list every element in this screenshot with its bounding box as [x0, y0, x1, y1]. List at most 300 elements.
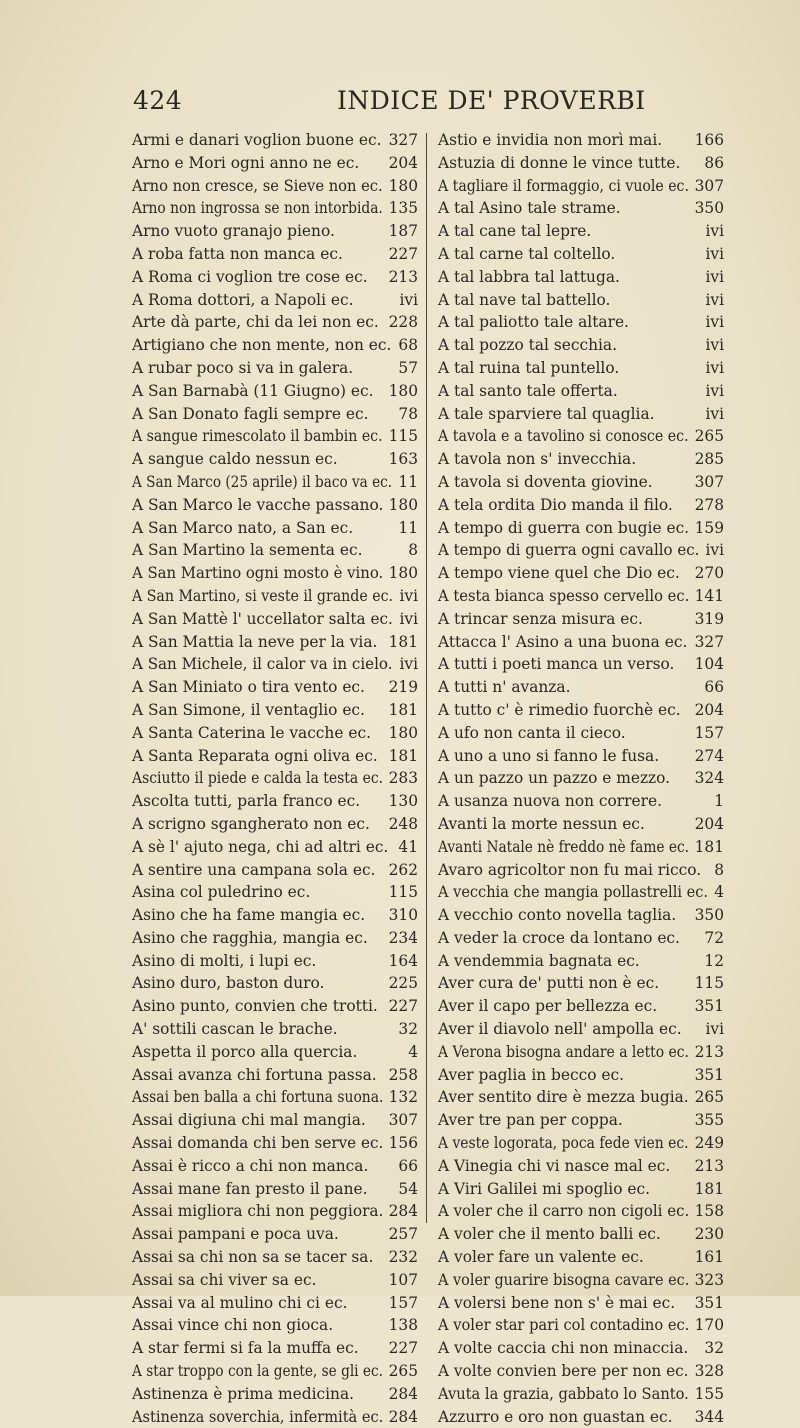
proverb-text: A scrigno sgangherato non ec. — [132, 814, 370, 833]
index-entry — [132, 722, 418, 745]
index-entry — [132, 266, 418, 289]
page-reference: 232 — [388, 1248, 418, 1267]
proverb-text: Armi e danari voglion buone ec. — [132, 131, 382, 149]
page-reference: ivi — [705, 1020, 724, 1039]
proverb-text: A tal nave tal battello. — [438, 290, 611, 309]
running-title: INDICE DE' PROVERBI — [337, 86, 646, 115]
proverb-text: A veder la croce da lontano ec. — [438, 928, 680, 947]
proverb-text: A veste logorata, poca fede vien ec. — [438, 1134, 689, 1153]
index-entry — [438, 539, 724, 562]
page-number: 424 — [133, 86, 183, 115]
proverb-text: A usanza nuova non correre. — [438, 792, 662, 811]
proverb-text: A tavola non s' invecchia. — [438, 450, 637, 469]
index-entry — [438, 653, 724, 676]
page-reference: 4 — [408, 1042, 418, 1061]
index-entry — [132, 494, 418, 517]
proverb-text: Assai digiuna chi mal mangia. — [132, 1111, 366, 1130]
page-reference: ivi — [705, 244, 724, 263]
index-entry — [132, 175, 418, 198]
index-entry — [132, 1132, 418, 1155]
page-reference: 138 — [388, 1316, 418, 1335]
index-entry — [132, 380, 418, 403]
proverb-text: A uno a uno si fanno le fusa. — [438, 746, 660, 765]
index-entry — [132, 995, 418, 1018]
proverb-text: Asino punto, convien che trotti. — [132, 997, 378, 1016]
column-divider — [426, 133, 427, 1223]
page-reference: 204 — [694, 700, 724, 719]
page-reference: 319 — [694, 609, 724, 628]
page-reference: 227 — [388, 1339, 418, 1358]
page-reference: 141 — [694, 586, 724, 605]
page-reference: 156 — [388, 1134, 418, 1153]
page-reference: 164 — [388, 951, 418, 970]
page-reference: 284 — [388, 1407, 418, 1426]
index-entry — [438, 585, 724, 608]
index-entry — [132, 859, 418, 882]
page-reference: 115 — [388, 883, 418, 902]
page-reference: 351 — [694, 997, 724, 1016]
proverb-text: Aver il diavolo nell' ampolla ec. — [438, 1020, 682, 1039]
page-reference: 204 — [694, 814, 724, 833]
page-reference: 11 — [398, 472, 418, 491]
index-entry — [438, 1314, 724, 1337]
page-reference: 328 — [694, 1362, 724, 1381]
page-reference: ivi — [705, 267, 724, 286]
proverb-text: A tutti n' avanza. — [438, 678, 571, 697]
index-entry — [438, 562, 724, 585]
proverb-text: A tal labbra tal lattuga. — [438, 267, 620, 286]
page-reference: 12 — [704, 951, 724, 970]
proverb-text: A sentire una campana sola ec. — [132, 860, 376, 879]
index-entry — [132, 585, 418, 608]
proverb-text: A tale sparviere tal quaglia. — [438, 404, 655, 423]
page-reference: 163 — [388, 450, 418, 469]
page-reference: ivi — [705, 541, 724, 560]
proverb-text: A Roma ci voglion tre cose ec. — [132, 267, 368, 286]
proverb-text: A tal pozzo tal secchia. — [438, 336, 617, 355]
proverb-text: Arte dà parte, chi da lei non ec. — [132, 313, 379, 332]
index-entry — [438, 1041, 724, 1064]
index-entry — [132, 403, 418, 426]
page-reference: 187 — [388, 222, 418, 241]
proverb-text: Assai sa chi non sa se tacer sa. — [132, 1248, 374, 1267]
left-column — [132, 129, 418, 1428]
index-entry — [132, 631, 418, 654]
proverb-text: A San Martino, si veste il grande ec. — [132, 586, 393, 605]
page-reference: 307 — [694, 472, 724, 491]
page-reference: 265 — [388, 1362, 418, 1381]
index-entry — [438, 1246, 724, 1269]
proverb-text: A trincar senza misura ec. — [438, 609, 643, 628]
proverb-text: A tempo viene quel che Dio ec. — [438, 564, 680, 583]
index-entry — [132, 950, 418, 973]
page-reference: 54 — [398, 1179, 418, 1198]
proverb-text: Aver il capo per bellezza ec. — [438, 997, 658, 1016]
proverb-text: A tal Asino tale strame. — [438, 199, 621, 218]
proverb-text: A Santa Reparata ogni oliva ec. — [132, 746, 378, 765]
proverb-text: A voler guarire bisogna cavare ec. — [438, 1270, 690, 1289]
page-reference: 8 — [714, 860, 724, 879]
index-entry — [438, 904, 724, 927]
proverb-text: A San Marco nato, a San ec. — [132, 518, 354, 537]
proverb-text: A tal paliotto tale altare. — [438, 313, 629, 332]
proverb-text: A San Marco le vacche passano. — [132, 495, 384, 514]
page-reference: 355 — [694, 1111, 724, 1130]
page-reference: 265 — [694, 1088, 724, 1107]
page-reference: ivi — [705, 222, 724, 241]
index-entry — [438, 425, 724, 448]
page-reference: 258 — [388, 1065, 418, 1084]
proverb-text: A sangue rimescolato il bambin ec. — [132, 427, 383, 446]
proverb-text: A tavola e a tavolino si conosce ec. — [438, 427, 689, 446]
index-entry — [132, 243, 418, 266]
page-reference: 66 — [704, 678, 724, 697]
index-entry — [132, 334, 418, 357]
page-reference: 11 — [398, 518, 418, 537]
page-reference: 66 — [398, 1156, 418, 1175]
proverb-text: A San Marco (25 aprile) il baco va ec. — [132, 472, 393, 491]
page-reference: 350 — [694, 906, 724, 925]
page-reference: ivi — [705, 290, 724, 309]
page-reference: 274 — [694, 746, 724, 765]
page-reference: 351 — [694, 1293, 724, 1312]
proverb-text: A Verona bisogna andare a letto ec. — [438, 1042, 689, 1061]
page-reference: 262 — [388, 860, 418, 879]
index-entry — [132, 425, 418, 448]
proverb-text: A testa bianca spesso cervello ec. — [438, 586, 690, 605]
index-entry — [132, 972, 418, 995]
page-reference: 249 — [694, 1134, 724, 1153]
page-reference: 219 — [388, 678, 418, 697]
page-reference: 86 — [704, 153, 724, 172]
page-reference: 132 — [388, 1088, 418, 1107]
index-entry — [438, 1269, 724, 1292]
index-entry — [132, 676, 418, 699]
proverb-text: Aver cura de' putti non è ec. — [438, 974, 660, 993]
proverb-text: A sangue caldo nessun ec. — [132, 450, 338, 469]
page-reference: 115 — [694, 974, 724, 993]
proverb-text: Astio e invidia non morì mai. — [438, 131, 663, 149]
proverb-text: Avaro agricoltor non fu mai ricco. — [438, 860, 702, 879]
page-reference: 78 — [398, 404, 418, 423]
index-entry — [438, 813, 724, 836]
page-reference: 158 — [694, 1202, 724, 1221]
proverb-text: Assai migliora chi non peggiora. — [132, 1202, 384, 1221]
proverb-text: Astuzia di donne le vince tutte. — [438, 153, 681, 172]
page-reference: 166 — [694, 131, 724, 149]
index-entry — [132, 1314, 418, 1337]
page-reference: 157 — [388, 1293, 418, 1312]
index-entry — [132, 836, 418, 859]
page-reference: 344 — [694, 1407, 724, 1426]
index-entry — [132, 813, 418, 836]
index-entry — [132, 1064, 418, 1087]
proverb-text: A volte convien bere per non ec. — [438, 1362, 689, 1381]
proverb-text: Ascolta tutti, parla franco ec. — [132, 792, 361, 811]
index-entry — [132, 1109, 418, 1132]
index-entry — [438, 380, 724, 403]
page-reference: 181 — [694, 1179, 724, 1198]
page-reference: ivi — [705, 381, 724, 400]
proverb-text: Asino di molti, i lupi ec. — [132, 951, 317, 970]
index-entry — [438, 243, 724, 266]
index-entry — [132, 608, 418, 631]
page-reference: ivi — [705, 358, 724, 377]
proverb-text: A star fermi si fa la muffa ec. — [132, 1339, 359, 1358]
page-reference: 323 — [694, 1270, 724, 1289]
page-reference: 350 — [694, 199, 724, 218]
proverb-text: Assai ben balla a chi fortuna suona. — [132, 1088, 384, 1107]
page-reference: 213 — [694, 1156, 724, 1175]
index-entry — [438, 631, 724, 654]
page-reference: 285 — [694, 450, 724, 469]
index-entry — [438, 699, 724, 722]
index-entry — [438, 722, 724, 745]
index-entry — [132, 220, 418, 243]
page-reference: 68 — [398, 336, 418, 355]
page-reference: 324 — [694, 769, 724, 788]
index-entry — [438, 494, 724, 517]
index-entry — [438, 972, 724, 995]
index-entry — [438, 950, 724, 973]
page-reference: 225 — [388, 974, 418, 993]
index-entry — [438, 881, 724, 904]
proverb-text: A sè l' ajuto nega, chi ad altri ec. — [132, 837, 389, 856]
proverb-text: Asino che ragghia, mangia ec. — [132, 928, 368, 947]
page-reference: 180 — [388, 176, 418, 195]
page-reference: 327 — [694, 632, 724, 651]
index-entry — [132, 1223, 418, 1246]
page-reference: 230 — [694, 1225, 724, 1244]
index-entry — [132, 881, 418, 904]
index-entry — [438, 927, 724, 950]
page-reference: ivi — [705, 336, 724, 355]
proverb-text: Assai domanda chi ben serve ec. — [132, 1134, 384, 1153]
proverb-text: A un pazzo un pazzo e mezzo. — [438, 769, 671, 788]
proverb-text: Avuta la grazia, gabbato lo Santo. — [438, 1384, 689, 1403]
page-reference: 234 — [388, 928, 418, 947]
index-entry — [132, 699, 418, 722]
index-entry — [132, 197, 418, 220]
page-reference: 157 — [694, 723, 724, 742]
index-entry — [132, 1086, 418, 1109]
index-entry — [438, 1132, 724, 1155]
proverb-text: Assai è ricco a chi non manca. — [132, 1156, 369, 1175]
page-reference: 310 — [388, 906, 418, 925]
proverb-text: Asina col puledrino ec. — [132, 883, 311, 902]
proverb-text: A San Mattè l' uccellator salta ec. — [132, 609, 393, 628]
index-entry — [132, 1406, 418, 1428]
index-entry — [132, 790, 418, 813]
proverb-text: A Santa Caterina le vacche ec. — [132, 723, 371, 742]
index-entry — [438, 129, 724, 152]
proverb-text: A star troppo con la gente, se gli ec. — [132, 1362, 383, 1381]
proverb-text: Avanti la morte nessun ec. — [438, 814, 645, 833]
proverb-text: A San Donato fagli sempre ec. — [132, 404, 369, 423]
page-reference: ivi — [705, 313, 724, 332]
proverb-text: Aspetta il porco alla quercia. — [132, 1042, 358, 1061]
proverb-text: Arno e Mori ogni anno ne ec. — [132, 153, 360, 172]
proverb-text: Asciutto il piede e calda la testa ec. — [132, 769, 384, 788]
proverb-text: Astinenza è prima medicina. — [132, 1384, 355, 1403]
page-reference: 307 — [694, 176, 724, 195]
index-entry — [438, 767, 724, 790]
index-entry — [132, 767, 418, 790]
index-entry — [132, 1360, 418, 1383]
proverb-text: A rubar poco si va in galera. — [132, 358, 354, 377]
page-reference: 155 — [694, 1384, 724, 1403]
page-reference: ivi — [399, 655, 418, 674]
proverb-text: A tal cane tal lepre. — [438, 222, 592, 241]
page-reference: ivi — [399, 609, 418, 628]
page-reference: 181 — [388, 632, 418, 651]
index-entry — [438, 357, 724, 380]
proverb-text: A voler che il mento balli ec. — [438, 1225, 661, 1244]
page-reference: 8 — [408, 541, 418, 560]
proverb-text: Assai sa chi viver sa ec. — [132, 1270, 317, 1289]
index-entry — [438, 745, 724, 768]
page-reference: 228 — [388, 313, 418, 332]
index-entry — [132, 1200, 418, 1223]
page-reference: 227 — [388, 997, 418, 1016]
page-reference: 327 — [388, 131, 418, 149]
proverb-text: A tutti i poeti manca un verso. — [438, 655, 675, 674]
index-entry — [438, 448, 724, 471]
page-reference: 278 — [694, 495, 724, 514]
page-reference: 115 — [388, 427, 418, 446]
page-reference: 4 — [714, 883, 724, 902]
index-entry — [438, 175, 724, 198]
index-entry — [438, 1223, 724, 1246]
index-entry — [438, 471, 724, 494]
index-entry — [132, 448, 418, 471]
page-reference: 227 — [388, 244, 418, 263]
page-reference: 32 — [704, 1339, 724, 1358]
proverb-text: A San Martino la sementa ec. — [132, 541, 363, 560]
page-reference: 104 — [694, 655, 724, 674]
page-reference: 180 — [388, 381, 418, 400]
index-entry — [132, 357, 418, 380]
page-reference: 213 — [388, 267, 418, 286]
page-reference: ivi — [399, 586, 418, 605]
proverb-text: Aver sentito dire è mezza bugia. — [438, 1088, 689, 1107]
proverb-text: A ufo non canta il cieco. — [438, 723, 626, 742]
proverb-text: A tutto c' è rimedio fuorchè ec. — [438, 700, 681, 719]
index-entry — [438, 1383, 724, 1406]
index-entry — [438, 311, 724, 334]
page-header — [133, 86, 693, 120]
proverb-text: A tela ordita Dio manda il filo. — [438, 495, 673, 514]
proverb-text: A tal ruina tal puntello. — [438, 358, 620, 377]
proverb-text: A tal santo tale offerta. — [438, 381, 618, 400]
index-entry — [438, 608, 724, 631]
page-reference: 130 — [388, 792, 418, 811]
page-reference: 107 — [388, 1270, 418, 1289]
proverb-text: Assai vince chi non gioca. — [132, 1316, 334, 1335]
index-entry — [438, 1406, 724, 1428]
index-entry — [132, 1337, 418, 1360]
right-column — [438, 129, 724, 1428]
index-entry — [438, 1018, 724, 1041]
index-entry — [132, 539, 418, 562]
page-reference: 57 — [398, 358, 418, 377]
index-entry — [438, 1178, 724, 1201]
proverb-text: Arno non ingrossa se non intorbida. — [132, 199, 383, 218]
proverb-text: Assai mane fan presto il pane. — [132, 1179, 368, 1198]
proverb-text: A voler star pari col contadino ec. — [438, 1316, 690, 1335]
index-entry — [132, 1292, 418, 1315]
index-entry — [132, 1178, 418, 1201]
proverb-text: Arno vuoto granajo pieno. — [132, 222, 335, 241]
proverb-text: Assai va al mulino chi ci ec. — [132, 1293, 348, 1312]
proverb-text: Asino che ha fame mangia ec. — [132, 906, 366, 925]
page-reference: 265 — [694, 427, 724, 446]
proverb-text: Avanti Natale nè freddo nè fame ec. — [438, 837, 690, 856]
proverb-text: Asino duro, baston duro. — [132, 974, 325, 993]
page-reference: 284 — [388, 1384, 418, 1403]
index-entry — [438, 859, 724, 882]
page-reference: ivi — [705, 404, 724, 423]
proverb-text: A San Simone, il ventaglio ec. — [132, 700, 365, 719]
index-entry — [438, 1109, 724, 1132]
index-entry — [132, 1041, 418, 1064]
index-entry — [438, 1360, 724, 1383]
index-entry — [438, 995, 724, 1018]
index-entry — [438, 266, 724, 289]
proverb-text: Azzurro e oro non guastan ec. — [438, 1407, 673, 1426]
index-entry — [132, 1246, 418, 1269]
proverb-text: A volte caccia chi non minaccia. — [438, 1339, 689, 1358]
index-entry — [438, 676, 724, 699]
page-reference: 1 — [714, 792, 724, 811]
page-reference: 180 — [388, 723, 418, 742]
proverb-text: Assai pampani e poca uva. — [132, 1225, 339, 1244]
proverb-text: A San Martino ogni mosto è vino. — [132, 564, 384, 583]
index-entry — [438, 334, 724, 357]
proverb-text: A vecchia che mangia pollastrelli ec. — [438, 883, 708, 902]
proverb-text: Astinenza soverchia, infermità ec. — [132, 1407, 384, 1426]
page-reference: 181 — [388, 746, 418, 765]
page-reference: 159 — [694, 518, 724, 537]
proverb-text: Aver paglia in becco ec. — [438, 1065, 625, 1084]
index-entry — [132, 927, 418, 950]
proverb-text: A vecchio conto novella taglia. — [438, 906, 677, 925]
proverb-text: A San Michele, il calor va in cielo. — [132, 655, 393, 674]
proverb-text: A tempo di guerra ogni cavallo ec. — [438, 541, 700, 560]
page-reference: 257 — [388, 1225, 418, 1244]
proverb-text: A San Barnabà (11 Giugno) ec. — [132, 381, 374, 400]
index-entry — [438, 220, 724, 243]
index-entry — [438, 1200, 724, 1223]
proverb-text: A vendemmia bagnata ec. — [438, 951, 640, 970]
index-entry — [132, 653, 418, 676]
page-reference: 170 — [694, 1316, 724, 1335]
index-entry — [132, 289, 418, 312]
proverb-text: Assai avanza chi fortuna passa. — [132, 1065, 377, 1084]
index-entry — [438, 1064, 724, 1087]
page-reference: 204 — [388, 153, 418, 172]
page-reference: ivi — [399, 290, 418, 309]
page-reference: 72 — [704, 928, 724, 947]
index-entry — [132, 129, 418, 152]
index-entry — [132, 311, 418, 334]
page-reference: 213 — [694, 1042, 724, 1061]
proverb-text: A voler che il carro non cigoli ec. — [438, 1202, 690, 1221]
page-reference: 180 — [388, 495, 418, 514]
page-reference: 161 — [694, 1248, 724, 1267]
index-entry — [132, 152, 418, 175]
index-entry — [438, 836, 724, 859]
